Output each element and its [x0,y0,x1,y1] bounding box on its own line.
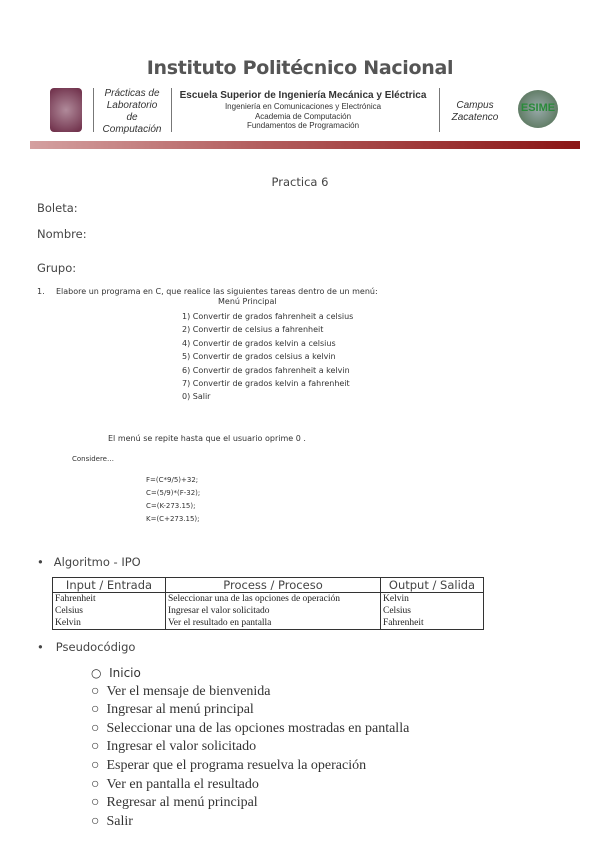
school-line: Ingeniería en Comunicaciones y Electrónica [224,102,382,111]
menu-item: 0) Salir [182,392,211,402]
school-line: Fundamentos de Programación [246,121,360,130]
lab-label-line: Computación [102,124,162,135]
esime-logo-text: ESIME [520,102,556,114]
pseudo-item: ○ Ver en pantalla el resultado [91,776,259,792]
formula: F=(C*9/5)+32; [146,476,199,484]
pseudo-item: ○ Ver el mensaje de bienvenida [91,683,271,699]
menu-item: 4) Convertir de grados kelvin a celsius [182,338,336,348]
lab-label-line: Prácticas de [104,88,160,99]
formulas [146,474,200,526]
menu-item: 5) Convertir de grados celsius a kelvin [182,352,336,362]
lab-label [94,88,170,136]
campus-line: Zacatenco [451,112,499,123]
pseudo-item: ○ Seleccionar una de las opciones mostradas en pantalla [91,720,410,736]
header-bar [30,141,580,149]
menu-title: Menú Principal [218,297,277,306]
divider [171,88,172,132]
menu-list [182,310,353,404]
table-header: Output / Salida [381,578,484,593]
menu-item: 2) Convertir de celsius a fahrenheit [182,325,324,335]
menu-item: 7) Convertir de grados kelvin a fahrenheit [182,379,350,389]
pseudo-item: ○ Inicio [91,666,141,680]
repeat-note: El menú se repite hasta que el usuario oprime 0 . [108,434,306,443]
practice-title: Practica 6 [271,175,329,189]
table-header: Input / Entrada [53,578,166,593]
consider-label: Considere… [72,455,114,463]
pseudo-item: ○ Regresar al menú principal [91,795,258,811]
school-line: Academia de Computación [254,111,352,121]
ipo-heading-text: Algoritmo - IPO [53,555,141,569]
nombre-label: Nombre: [37,227,87,241]
formula: C=(5/9)*(F-32); [146,489,201,497]
table-row [53,593,484,630]
process-cell: Seleccionar una de las opciones de operación Ingresar el valor solicitado Ver el resultado en pantalla [166,593,381,630]
lab-label-line: de [126,112,138,123]
output-cell: Kelvin Celsius Fahrenheit [381,593,484,630]
pseudo-heading-text: Pseudocódigo [55,640,136,654]
pseudo-heading: • Pseudocódigo [37,640,136,654]
boleta-label: Boleta: [37,201,78,215]
grupo-label: Grupo: [37,261,77,275]
formula: C=(K-273.15); [146,502,196,510]
esime-logo [518,90,558,128]
school-block [176,90,430,131]
input-cell: Fahrenheit Celsius Kelvin [53,593,166,630]
school-name: Escuela Superior de Ingeniería Mecánica y Eléctrica [179,90,427,101]
pseudo-item: ○ Esperar que el programa resuelva la operación [91,757,367,773]
pseudo-item: ○ Ingresar al menú principal [91,702,254,718]
campus-line: Campus [456,100,494,111]
divider [439,88,440,132]
ipo-heading: • Algoritmo - IPO [37,555,141,569]
campus-label [442,100,508,124]
task-text: Elabore un programa en C, que realice las siguientes tareas dentro de un menú: [56,287,378,296]
ipn-logo [50,88,82,132]
table-header: Process / Proceso [166,578,381,593]
pseudo-list [91,664,409,831]
pseudo-item: ○ Salir [91,813,133,829]
menu-item: 6) Convertir de grados fahrenheit a kelvin [182,365,350,375]
task-number: 1. [37,287,45,296]
formula: K=(C+273.15); [146,515,200,523]
ipo-table [52,577,484,630]
pseudo-item: ○ Ingresar el valor solicitado [91,739,257,755]
institution-title: Instituto Politécnico Nacional [146,57,454,79]
menu-item: 1) Convertir de grados fahrenheit a celsius [182,312,354,321]
lab-label-line: Laboratorio [106,100,158,111]
